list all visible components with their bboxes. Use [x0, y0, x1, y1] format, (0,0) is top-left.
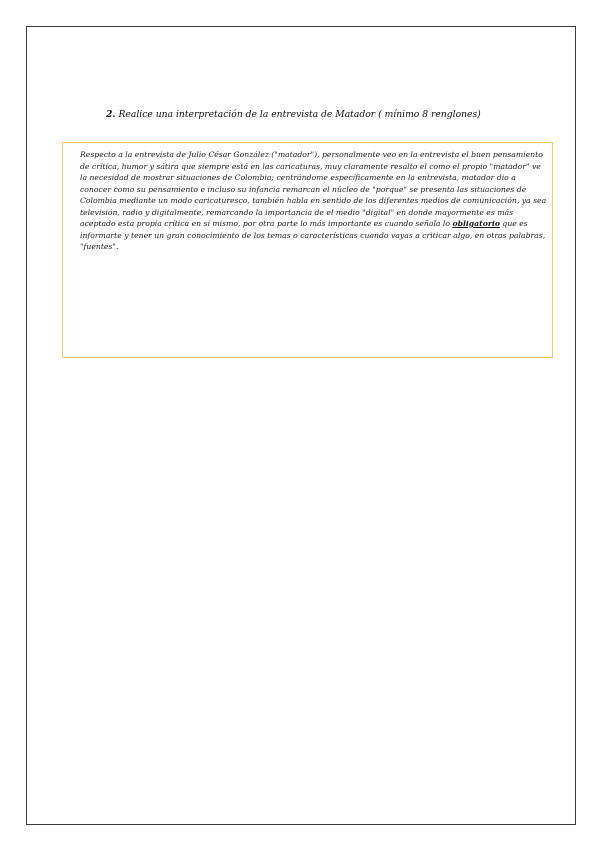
- answer-text-after: que es informarte y tener un gran conocimiento de los temas o características cuando vayas a criticar algo, en otras palabras, "fuentes".: [80, 219, 546, 251]
- question-text: Realice una interpretación de la entrevista de Matador ( mínimo 8 renglones): [115, 109, 481, 120]
- question-heading: [106, 109, 481, 120]
- answer-text: [80, 149, 548, 253]
- answer-text-before: Respecto a la entrevista de Julio César González ("matador"), personalmente veo en la entrevista el buen pensamiento de crítica, humor y sátira que siempre está en las caricaturas, muy claramente resalto el como el propio "matador" ve la necesidad de mostrar situaciones de Colombia; centrándome específicamente en la entrevista, matador dio a conocer como su pensamiento e incluso su infancia remarcan el núcleo de "porque" se presenta las situaciones de Colombia mediante un modo caricaturesco, también habla en sentido de los diferentes medios de comunicación, ya sea televisión, radio y digitalmente, remarcando la importancia de el medio "digital" en donde mayormente es más aceptado esta propia crítica en sí mismo, por otra parte lo más importante es cuando señala lo: [80, 150, 547, 228]
- question-number: 2.: [106, 109, 116, 120]
- answer-emphasis: obligatorio: [452, 219, 500, 228]
